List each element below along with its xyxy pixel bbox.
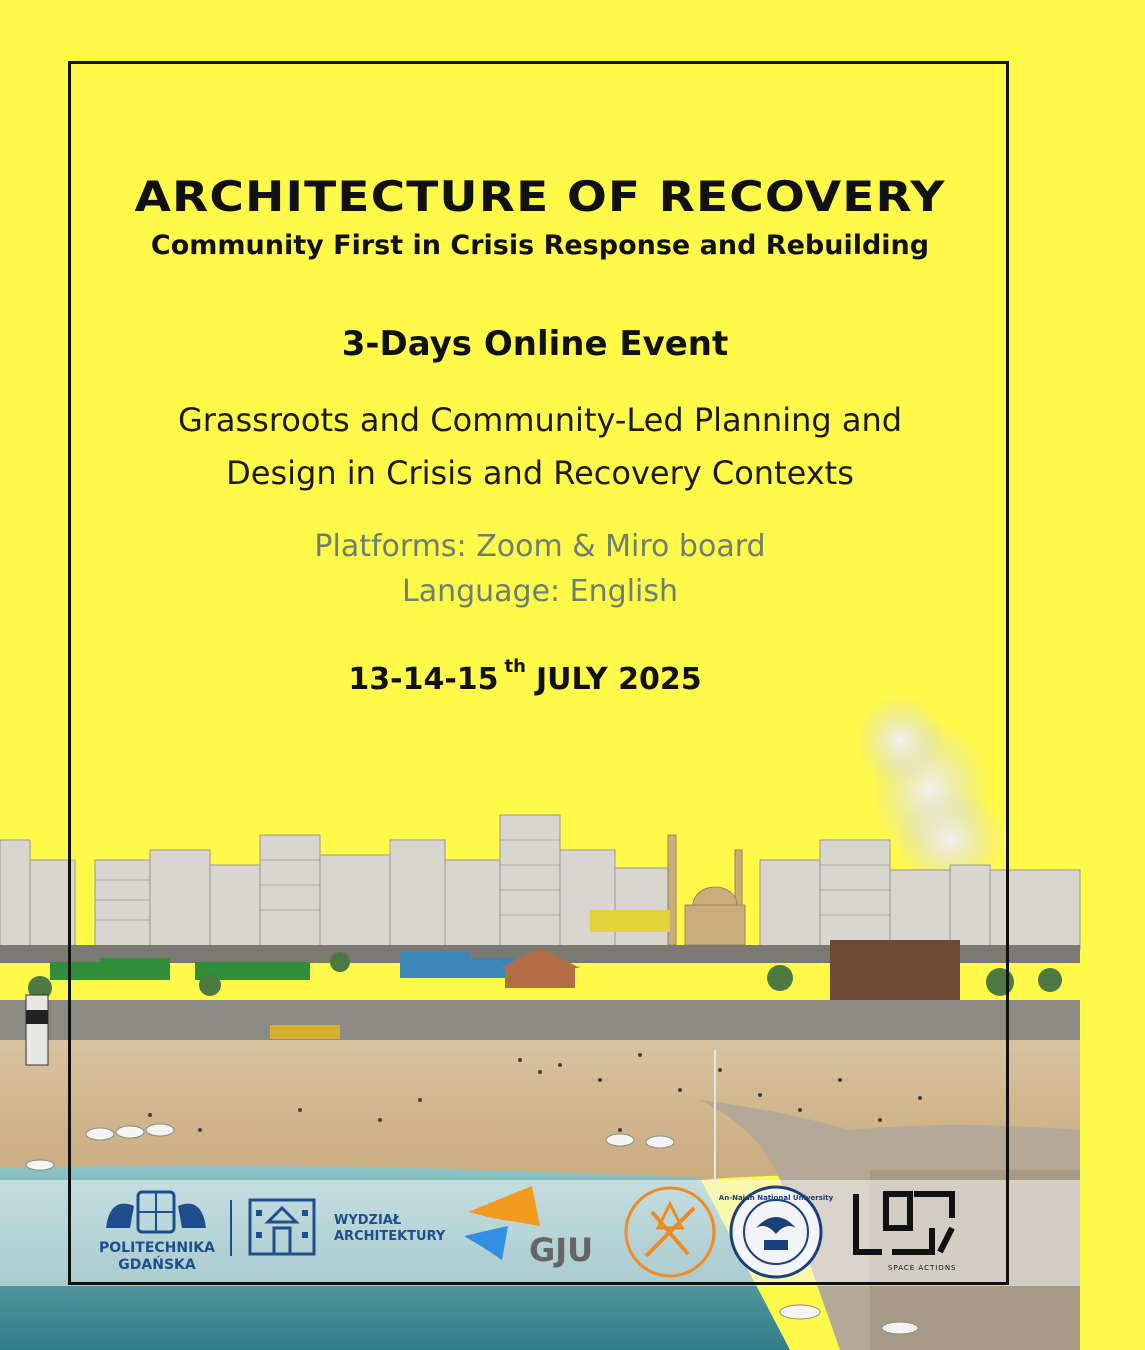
wydzial-architektury-logo-text: [334, 1213, 445, 1245]
language-text: Language: English: [401, 574, 679, 609]
event-date: [0, 656, 1050, 697]
space-actions-logo-text: SPACE ACTIONS: [888, 1264, 957, 1272]
poster-subtitle: Community First in Crisis Response and Rebuilding: [150, 230, 930, 261]
gju-logo-text: GJU: [529, 1231, 594, 1269]
space-actions-logo-icon: [852, 1188, 962, 1264]
description-line: Design in Crisis and Recovery Contexts: [226, 454, 854, 492]
date-days: 13-14-15: [348, 662, 499, 697]
architecture-tools-icon: [622, 1184, 718, 1280]
date-suffix: th: [504, 656, 526, 677]
politechnika-line: POLITECHNIKA: [98, 1240, 215, 1256]
building-icon: [246, 1192, 318, 1258]
event-description: [90, 394, 990, 500]
politechnika-gdanska-crest-icon: [100, 1188, 212, 1238]
gdanska-line: GDAŃSKA: [118, 1257, 196, 1273]
event-type: 3-Days Online Event: [341, 324, 729, 364]
politechnika-gdanska-logo-text: [82, 1240, 232, 1274]
logo-divider: [230, 1200, 232, 1256]
wydzial-line: WYDZIAŁ: [334, 1213, 402, 1228]
an-najah-seal-text: An-Najah National University: [718, 1194, 834, 1202]
event-meta: [0, 524, 1080, 614]
poster-title: ARCHITECTURE OF RECOVERY: [134, 172, 946, 221]
an-najah-university-seal-icon: [718, 1184, 834, 1280]
platforms-text: Platforms: Zoom & Miro board: [314, 529, 766, 564]
architektury-line: ARCHITEKTURY: [334, 1229, 446, 1244]
date-month-year: JULY 2025: [535, 662, 702, 697]
description-line: Grassroots and Community-Led Planning and: [177, 401, 903, 439]
